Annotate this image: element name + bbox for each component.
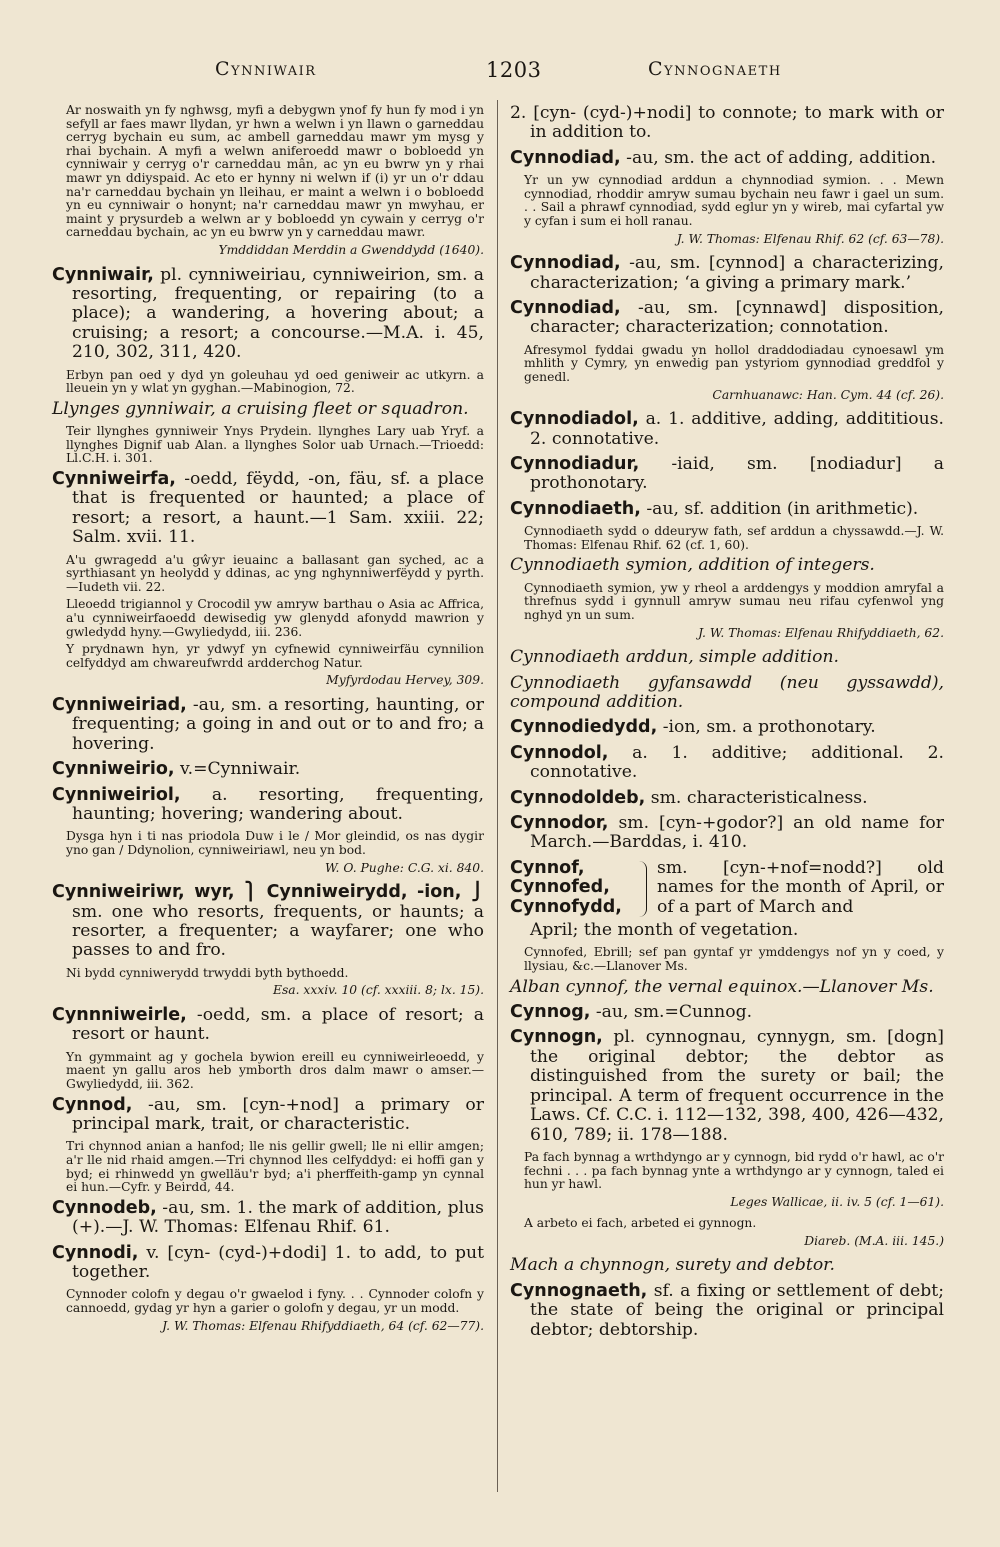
headword: Cynnodi, [52,1242,139,1263]
quotation: A'u gwragedd a'u gŵyr ieuainc a ballasant gan syched, ac a syrthiasant yn heolydd y ddinas, ac yng nghynniwerfëydd y pyrth.—Iudeth vii. 22. [66,552,484,594]
quotation: Cynnoder colofn y degau o'r gwaelod i fyny. . . Cynnoder colofn y cannoedd, gydag yr hyn a garier o golofn y degau, yr un modd. [66,1287,484,1315]
headword: Cynnodiad, [510,147,621,168]
citation-source: Leges Wallicae, ii. iv. 5 (cf. 1—61). [730,1194,944,1209]
definition: sm. [cyn-+nof=nodd?] old names for the month of April, or of a part of March and [657,857,944,917]
definition: a. 1. additive; additional. 2. connotative. [530,742,944,783]
definition: -au, sm. the act of adding, addition. [626,147,937,168]
phrase: Llynges gynniwair, a cruising fleet or squadron. [52,398,469,419]
headword: Cynniweiriwr, wyr, ⎫ Cynniweirydd, -ion, ⎭ [52,882,484,903]
definition: -au, sm. [cynnod] a characterizing, characterization; ‘a giving a primary mark.’ [530,253,945,293]
headword: Cynnofydd, [510,896,622,917]
headword: Cynniweirfa, [52,468,176,489]
headword: Cynnofed, [510,877,610,898]
definition: v.=Cynniwair. [179,759,301,780]
citation-source: W. O. Pughe: C.G. xi. 840. [325,860,484,875]
quotation: A arbeto ei fach, arbeted ei gynnogn. [524,1216,757,1231]
headword: Cynnodeb, [52,1197,157,1218]
headword: Cynnodiad, [510,298,621,318]
page-number: 1203 [486,58,542,82]
citation-source: J. W. Thomas: Elfenau Rhifyddiaeth, 64 (cf. 62—77). [162,1318,484,1333]
headword: Cynnof, [510,857,585,878]
column-divider [497,100,498,1492]
quotation: Erbyn pan oed y dyd yn goleuhau yd oed geniweir ac utkyrn. a lleuein yn y wlat yn gyghan.—Mabinogion, 72. [66,367,484,396]
dictionary-entry [52,1244,484,1283]
quotation: Afresymol fyddai gwadu yn hollol draddodiadau cynoesawl ym mhlith y Cymry, yn enwedig pan ystyriom gynnodiad greddfol y genedl. [524,342,944,384]
definition: pl. cynnognau, cynnygn, sm. [dogn] the original debtor; the debtor as distinguished from the surety or bail; the principal. A term of frequent occurrence in the Laws. Cf. C.C. i. 112—132, 398, 400, 426—432, 610, 789; ii. 178—188. [530,1027,944,1145]
headword: Cynnogn, [510,1027,603,1048]
headword: Cynnodiedydd, [510,717,658,738]
definition: -au, sf. addition (in arithmetic). [646,498,919,519]
headword: Cynnognaeth, [510,1280,648,1301]
headword: Cynnodiad, [510,253,621,274]
citation-source: Esa. xxxiv. 10 (cf. xxxiii. 8; lx. 15). [273,983,484,998]
dictionary-entry [510,500,944,519]
quotation: Tri chynnod anian a hanfod; lle nis gellir gwell; lle ni ellir amgen; a'r lle nid rhaid amgen.—Tri chynnod lles celfyddyd: ei hoffi gan y byd; ei rhinwedd yn gwelläu'r byd; a'i pherffeith-gamp yn cynnal ei hun.—Cyfr. y Beirdd, 44. [66,1139,484,1195]
dictionary-entry [52,786,484,825]
phrase: Cynnodiaeth symion, addition of integers. [510,555,875,576]
dictionary-entry [510,744,944,783]
dictionary-entry [510,299,944,338]
citation-source: Diareb. (M.A. iii. 145.) [804,1233,944,1248]
definition: -oedd, fëydd, -on, fäu, sf. a place that is frequented or haunted; a place of resort; a resort, a haunt.—1 Sam. xxiii. 22; Salm. xvii. 11. [72,468,484,548]
guide-word-left: Cynniwair [215,58,317,80]
headword: Cynnodiadol, [510,409,639,430]
definition: -au, sm. 1. the mark of addition, plus (+).—J. W. Thomas: Elfenau Rhif. 61. [72,1197,484,1238]
definition: -ion, sm. a prothonotary. [662,717,876,738]
definition: v. [cyn- (cyd-)+dodi] 1. to add, to put together. [72,1242,484,1282]
dictionary-entry [52,1006,484,1045]
quotation: Yr un yw cynnodiad arddun a chynnodiad symion. . . Mewn cynnodiad, rhoddir amryw sumau bychain neu fawr i gael un sum. . . Sail a phrawf cynnodiad, sydd eglur yn y wireb, mai cyfartal yw y cyfan i sum ei holl ranau. [524,173,944,228]
citation-source: Ymddiddan Merddin a Gwenddydd (1640). [218,242,484,257]
dictionary-entry [52,883,484,961]
quotation: Cynnofed, Ebrill; sef pan gyntaf yr ymddengys nof yn y coed, y llysiau, &c.—Llanover Ms. [524,945,944,974]
dictionary-entry [510,718,944,737]
headword: Cynnod, [52,1094,133,1115]
headword: Cynnodoldeb, [510,787,646,808]
definition: sm. [cyn-+godor?] an old name for March.—Barddas, i. 410. [530,813,944,853]
right-column [510,104,944,1346]
left-column [52,104,484,1341]
definition: sm. one who resorts, frequents, or haunts; a resorter, a frequenter; a wayfarer; one who passes to and fro. [72,901,484,961]
dictionary-entry [52,1096,484,1135]
definition: -iaid, sm. [nodiadur] a prothonotary. [530,454,944,494]
dictionary-entry [52,266,484,363]
headword: Cynnodol, [510,742,609,763]
dictionary-entry [510,1003,944,1022]
quotation: Cynnodiaeth symion, yw y rheol a arddengys y moddion amryfal a threfnus sydd i gynnull amryw sumau neu rifau cyfenwol yng nghyd yn un sum. [524,580,944,622]
dictionary-entry [510,814,944,853]
phrase: Mach a chynnogn, surety and debtor. [510,1255,835,1276]
definition: 2. [cyn- (cyd-)+nodi] to connote; to mark with or in addition to. [510,103,944,143]
dictionary-entry [510,104,944,143]
definition: sf. a fixing or settlement of debt; the state of being the original or principal debtor; debtorship. [530,1280,944,1340]
grouped-headwords [510,859,632,917]
citation-source: J. W. Thomas: Elfenau Rhif. 62 (cf. 63—78). [676,231,944,246]
dictionary-entry [510,149,944,168]
definition-continued: April; the month of vegetation. [530,920,799,941]
definition: a. resorting, frequenting, haunting; hovering; wandering about. [72,784,484,824]
dictionary-entry [52,696,484,754]
definition: -au, sm. [cyn-+nod] a primary or principal mark, trait, or characteristic. [72,1094,484,1134]
definition: sm. characteristicalness. [650,787,868,808]
dictionary-entry [510,455,944,494]
citation-source: Carnhuanawc: Han. Cym. 44 (cf. 26). [712,387,944,402]
definition: -oedd, sm. a place of resort; a resort or haunt. [72,1004,485,1045]
quotation: Yn gymmaint ag y gochela bywion ereill eu cynniweirleoedd, y maent yn gallu aros heb ymborth dros dalm mawr o amser.—Gwyliedydd, iii. 362. [66,1049,484,1091]
grouped-entry [510,859,944,917]
quotation: Ar noswaith yn fy nghwsg, myfi a debygwn ynof fy hun fy mod i yn sefyll ar faes mawr llydan, yr hwn a welwn i yn llawn o garneddau cerryg bychain eu sum, ac ambell garneddau mawr ym mysg y rhai bychain. A myfi a welwn aniferoedd mawr o bobloedd yn cynniwair y cerryg o'r carneddau mân, ac yn eu bwrw yn y rhai mawr yn ddiyspaid. Ac eto er hynny ni welwn if (i) yr un o'r ddau na'r carneddau bychain yn lleihau, er maint a welwn i o bobloedd yn eu cynniwair o honynt; na'r carneddau mawr yn mwyhau, er maint y prysurdeb a welwn ar y bobloedd yn cywain y cerryg o'r carneddau bychain, ac yn eu bwrw yn y carneddau mawr. [66,103,484,240]
headword: Cynnniweirle, [52,1004,187,1025]
definition: -au, sm.=Cunnog. [595,1002,753,1023]
phrase: Cynnodiaeth arddun, simple addition. [510,647,840,668]
citation-source: J. W. Thomas: Elfenau Rhifyddiaeth, 62. [698,625,944,640]
quotation: Dysga hyn i ti nas priodola Duw i le / Mor gleindid, os nas dygir yno gan / Ddynolion, cynniweiriawl, neu yn bod. [66,829,484,857]
headword: Cynniweiriol, [52,784,181,805]
phrase: Alban cynnof, the vernal equinox.—Llanover Ms. [510,976,934,997]
running-head [0,58,1000,88]
dictionary-entry [52,470,484,548]
headword: Cynniweirio, [52,759,175,780]
citation-source: Myfyrdodau Hervey, 309. [326,673,484,688]
definition: -au, sm. [cynnawd] disposition, character; characterization; connotation. [530,298,944,338]
definition: pl. cynniweiriau, cynniweirion, sm. a resorting, frequenting, or repairing (to a place); a wandering, a hovering about; a cruising; a resort; a concourse.—M.A. i. 45, 210, 302, 311, 420. [72,264,484,363]
dictionary-entry [52,760,484,779]
quotation: Pa fach bynnag a wrthdyngo ar y cynnogn, bid rydd o'r hawl, ac o'r fechni . . . pa fach bynnag ynte a wrthdyngo ar y cynnogn, taled ei hun yr hawl. [524,1149,944,1192]
headword: Cynnodiaeth, [510,498,641,519]
quotation: Lleoedd trigiannol y Crocodil yw amryw barthau o Asia ac Affrica, a'u cynniweirfaoedd dewisedig yw glenydd afonydd mawrion y gwledydd hyny.—Gwyliedydd, iii. 236. [66,597,484,639]
definition: -au, sm. a resorting, haunting, or frequenting; a going in and out or to and fro; a hovering. [72,694,484,754]
headword: Cynnodiadur, [510,454,640,474]
headword: Cynnodor, [510,813,609,834]
headword: Cynnog, [510,1002,591,1023]
dictionary-entry [510,254,944,293]
dictionary-entry [510,1028,944,1144]
quotation: Teir llynghes gynniweir Ynys Prydein. llynghes Lary uab Yryf. a llynghes Dignif uab Alan. a llynghes Solor uab Urnach.—Trioedd: Ll.C.H. i. 301. [66,424,484,466]
headword: Cynniwair, [52,264,154,285]
quotation: Ni bydd cynniwerydd trwyddi byth bythoedd. [66,965,349,980]
dictionary-entry [52,1199,484,1238]
brace [632,861,647,917]
definition: a. 1. additive, adding, addititious. 2. connotative. [530,409,944,449]
dictionary-entry [510,410,944,449]
dictionary-entry [510,1282,944,1340]
dictionary-entry [510,789,944,808]
headword: Cynniweiriad, [52,694,187,715]
quotation: Y prydnawn hyn, yr ydwyf yn cyfnewid cynniweirfäu cynnilion celfyddyd am chwareufwrdd ardderchog Natur. [66,642,484,670]
phrase: Cynnodiaeth gyfansawdd (neu gyssawdd), compound addition. [510,672,944,712]
guide-word-right: Cynnognaeth [648,58,782,80]
quotation: Cynnodiaeth sydd o ddeuryw fath, sef arddun a chyssawdd.—J. W. Thomas: Elfenau Rhif. 62 (cf. 1, 60). [524,524,944,552]
